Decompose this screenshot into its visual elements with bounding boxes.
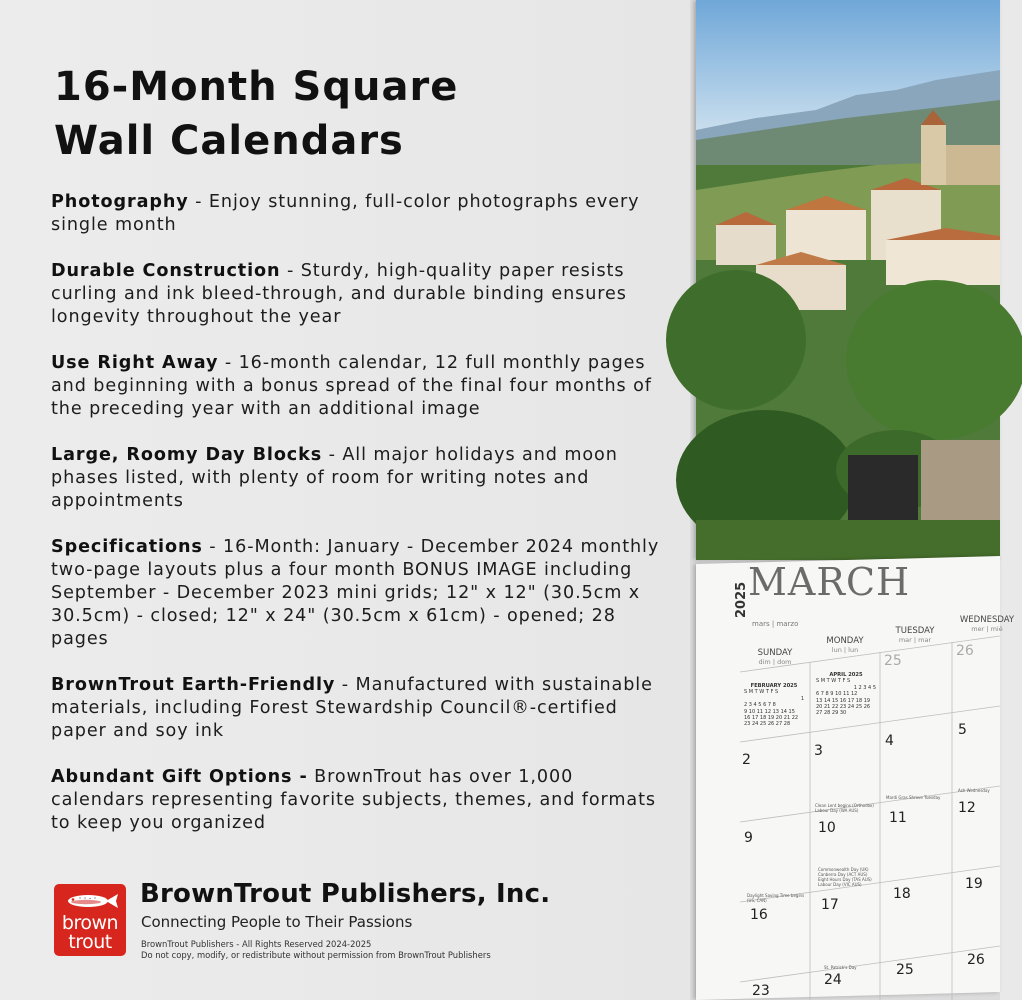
feature-list [51, 191, 671, 858]
date-cell: 10 [818, 820, 836, 836]
feature-sep: - [202, 537, 224, 557]
feature-heading: Abundant Gift Options - [51, 767, 308, 787]
date-cell: 19 [965, 876, 983, 892]
weekday-name: MONDAY [826, 636, 864, 646]
feature-heading: Specifications [51, 537, 203, 557]
page-title [54, 60, 674, 168]
weekday-name: SUNDAY [757, 648, 793, 658]
copyright-notice [141, 939, 491, 961]
date-cell: 26 [967, 952, 985, 968]
date-cell: 24 [824, 972, 842, 988]
feature-heading: Use Right Away [51, 353, 219, 373]
feature-specifications [51, 536, 671, 651]
feature-earth-friendly [51, 674, 671, 743]
feature-text: 16-Month: January - December 2024 monthly two-page layouts plus a four month BONUS IMAGE including September - December 2023 mini grids; 12" x 12" (30.5cm x 30.5cm) - closed; 12" x 24" (30.5cm x 61cm) - opened; 28 pages [51, 537, 660, 649]
date-cell: 5 [958, 722, 967, 738]
calendar-year: 2025 [734, 581, 749, 618]
feature-text: 16-month calendar, 12 full monthly pages and beginning with a bonus spread of the final four months of the preceding year with an additional image [51, 353, 652, 419]
feature-sep: - [280, 261, 301, 281]
date-cell: 3 [814, 743, 823, 759]
weekday-name: TUESDAY [895, 626, 935, 636]
title-line-2: Wall Calendars [54, 118, 404, 164]
date-cell: 16 [750, 907, 768, 923]
mini-calendar-title: FEBRUARY 2025 [750, 683, 798, 689]
feature-day-blocks [51, 444, 671, 513]
date-cell: 18 [893, 886, 911, 902]
mini-calendar-row: 2 3 4 5 6 7 8 [744, 702, 776, 709]
weekday-sub: mer | mié [971, 625, 1003, 633]
feature-text: Enjoy stunning, full-color photographs every single month [51, 192, 640, 235]
feature-heading: Durable Construction [51, 261, 281, 281]
calendar-month: MARCH [748, 560, 911, 604]
mini-calendar-row: 9 10 11 12 13 14 15 [744, 708, 795, 715]
publisher-name: BrownTrout Publishers, Inc. [140, 879, 551, 909]
holiday-note: Clean Lent begins (Orthodox) Labour Day (WA AUS) [815, 803, 874, 813]
calendar-month-translations: mars | marzo [752, 620, 799, 628]
holiday-note: Commonwealth Day (UK) Canberra Day (ACT AUS) Eight Hours Day (TAS AUS) Labour Day (VIC AUS) [818, 867, 872, 887]
date-cell: 23 [752, 983, 770, 999]
weekday-sub: mar | mar [898, 636, 932, 644]
holiday-note: Daylight Saving Time begins (US, CAN) [747, 893, 805, 903]
date-cell: 25 [896, 962, 914, 978]
mini-calendar-april [816, 672, 876, 717]
holiday-note: Mardi Gras Shrove Tuesday [886, 795, 941, 800]
feature-text: BrownTrout has over 1,000 calendars representing favorite subjects, themes, and formats to keep you organized [51, 767, 656, 833]
feature-text: All major holidays and moon phases listed, with plenty of room for writing notes and appointments [51, 445, 618, 511]
mini-calendar-february [744, 683, 804, 728]
trout-fish-icon [60, 890, 120, 912]
feature-use-right-away [51, 352, 671, 421]
weekday-sub: lun | lun [831, 646, 859, 654]
copyright-line: BrownTrout Publishers - All Rights Reserved 2024-2025 [141, 939, 372, 949]
feature-heading: Photography [51, 192, 189, 212]
feature-heading: BrownTrout Earth-Friendly [51, 675, 336, 695]
date-cell: 17 [821, 897, 839, 913]
weekday-name: WEDNESDAY [959, 615, 1015, 625]
logo-word-brown: brown [61, 912, 119, 934]
logo-word-trout: trout [68, 931, 112, 953]
copyright-line: Do not copy, modify, or redistribute without permission from BrownTrout Publishers [141, 950, 491, 960]
feature-sep: - [218, 353, 239, 373]
date-cell: 2 [742, 752, 751, 768]
date-cell: 12 [958, 800, 976, 816]
mini-calendar-row: 13 14 15 16 17 18 19 [816, 697, 871, 704]
mini-calendar-row: 1 [800, 695, 804, 702]
title-line-1: 16-Month Square [54, 64, 459, 110]
feature-text: Sturdy, high-quality paper resists curling and ink bleed-through, and durable binding ensures longevity throughout the year [51, 261, 627, 327]
mini-calendar-row: S M T W T F S [816, 678, 851, 685]
browntrout-logo [54, 884, 126, 956]
feature-sep: - [322, 445, 343, 465]
date-cell: 26 [956, 643, 974, 659]
mini-calendar-row: 6 7 8 9 10 11 12 [816, 691, 858, 698]
feature-photography [51, 191, 671, 237]
mini-calendar-row: 1 2 3 4 5 [853, 684, 876, 691]
mini-calendar-row: 16 17 18 19 20 21 22 [744, 715, 799, 722]
holiday-note: Ash Wednesday [958, 788, 990, 793]
date-cell: 9 [744, 830, 753, 846]
mini-calendar-title: APRIL 2025 [829, 672, 863, 678]
publisher-tagline: Connecting People to Their Passions [141, 913, 413, 931]
date-cell: 4 [885, 733, 894, 749]
feature-gift-options [51, 766, 671, 835]
weekday-sub: dim | dom [758, 658, 792, 666]
date-cell: 25 [884, 653, 902, 669]
feature-sep: - [188, 192, 209, 212]
mini-calendar-row: 27 28 29 30 [816, 710, 847, 717]
mini-calendar-row: 20 21 22 23 24 25 26 [816, 704, 871, 711]
calendar-preview [690, 0, 1015, 1000]
calendar-grid [690, 0, 1000, 1000]
mini-calendar-row: 23 24 25 26 27 28 [744, 721, 791, 728]
date-cell: 11 [889, 810, 907, 826]
holiday-note: St. Patrick's Day [824, 965, 857, 970]
mini-calendar-row: S M T W T F S [744, 689, 779, 696]
feature-sep: - [335, 675, 356, 695]
feature-durable-construction [51, 260, 671, 329]
feature-text: Manufactured with sustainable materials, including Forest Stewardship Council®-certified paper and soy ink [51, 675, 653, 741]
feature-heading: Large, Roomy Day Blocks [51, 445, 323, 465]
